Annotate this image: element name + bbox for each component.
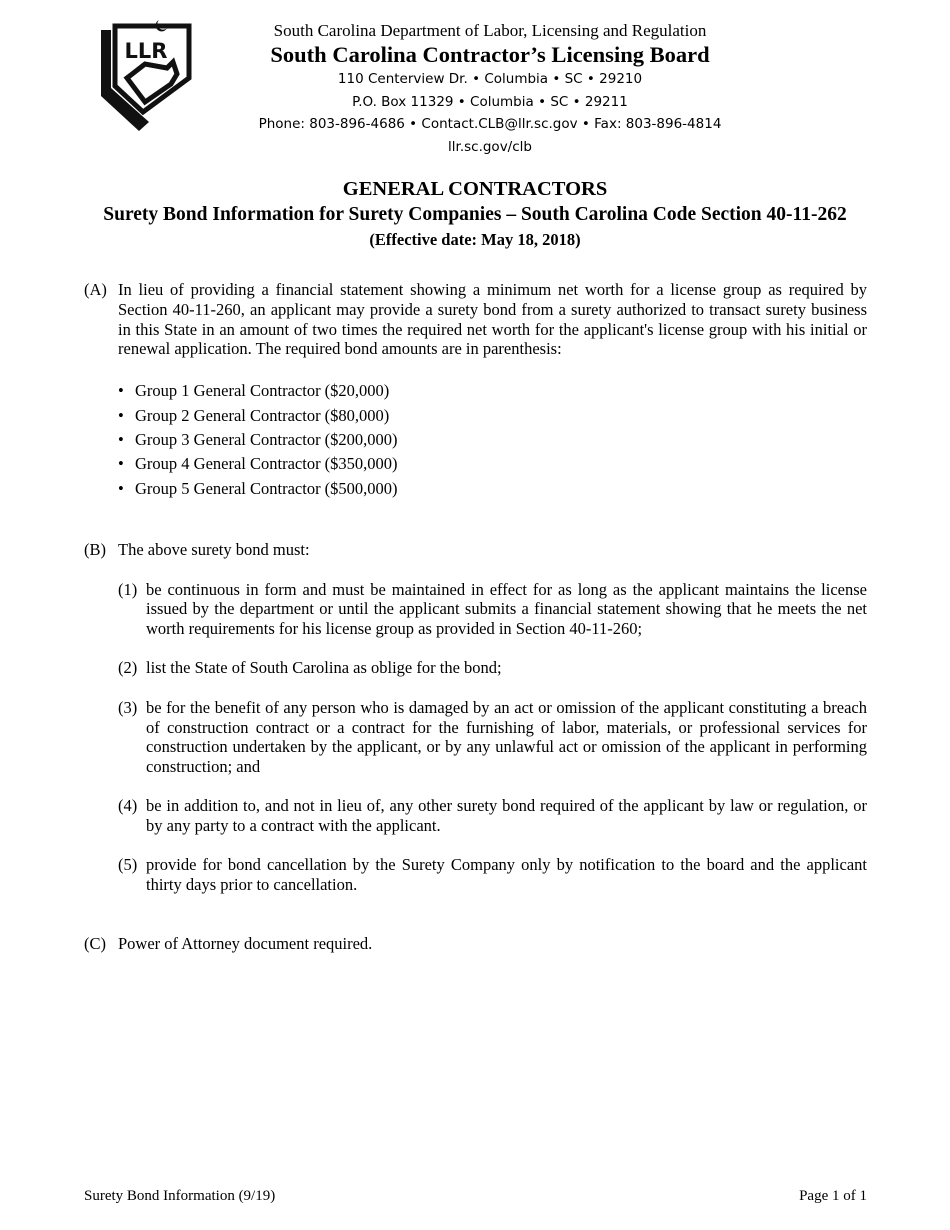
section-a: [84, 280, 867, 501]
llr-logo: [97, 18, 201, 138]
item-text: provide for bond cancellation by the Surety Company only by notification to the board and the applicant thirty days prior to cancellation.: [146, 855, 867, 895]
item-label: (3): [118, 697, 138, 717]
page-footer: [84, 1188, 867, 1205]
list-item: [118, 658, 867, 678]
page-number: Page 1 of 1: [799, 1188, 867, 1204]
website: llr.sc.gov/clb: [448, 138, 532, 155]
document-subtitle: Surety Bond Information for Surety Companies – South Carolina Code Section 40-11-262: [103, 204, 847, 225]
document-title-block: [0, 176, 950, 252]
list-item: • Group 5 General Contractor ($500,000): [118, 477, 867, 501]
item-label: (2): [118, 658, 138, 678]
section-b: [84, 540, 867, 895]
svg-text:LLR: LLR: [124, 39, 168, 63]
contact-line: Phone: 803-896-4686 • Contact.CLB@llr.sc.gov • Fax: 803-896-4814: [258, 116, 722, 132]
board-name: South Carolina Contractor’s Licensing Board: [270, 42, 710, 67]
document-body: [84, 280, 867, 954]
list-item: [118, 855, 867, 895]
section-a-text: In lieu of providing a financial statement showing a minimum net worth for a license group as required by Section 40-11-260, an applicant may provide a surety bond from a surety authorized to transact surety business in this State in an amount of two times the required net worth for the applicant's license group with his initial or renewal application. The required bond amounts are in parenthesis:: [118, 280, 867, 359]
item-text: list the State of South Carolina as oblige for the bond;: [146, 658, 502, 678]
section-label: (C): [84, 934, 106, 954]
list-item: [118, 698, 867, 777]
section-b-text: The above surety bond must:: [118, 540, 310, 560]
department-name: South Carolina Department of Labor, Licensing and Regulation: [273, 21, 707, 40]
item-text: be for the benefit of any person who is damaged by an act or omission of the applicant constituting a breach of construction contract or a contract for the furnishing of labor, materials, or professional services for construction undertaken by the applicant, or by any unlawful act or omission of the applicant in performing construction; and: [146, 697, 867, 777]
section-c: [84, 934, 867, 954]
effective-date: (Effective date: May 18, 2018): [369, 230, 581, 249]
list-item: [118, 580, 867, 639]
section-label: (A): [84, 280, 107, 299]
footer-form-id: Surety Bond Information (9/19): [84, 1188, 276, 1204]
item-label: (4): [118, 796, 138, 816]
item-label: (5): [118, 855, 138, 875]
list-item: • Group 3 General Contractor ($200,000): [118, 428, 867, 452]
list-item: • Group 4 General Contractor ($350,000): [118, 452, 867, 476]
item-text: be in addition to, and not in lieu of, any other surety bond required of the applicant by law or regulation, or by any party to a contract with the applicant.: [146, 796, 867, 836]
letterhead: [200, 19, 780, 158]
list-item: • Group 1 General Contractor ($20,000): [118, 379, 867, 403]
list-item: • Group 2 General Contractor ($80,000): [118, 404, 867, 428]
section-c-text: Power of Attorney document required.: [118, 934, 373, 954]
list-item: [118, 796, 867, 836]
document-title: GENERAL CONTRACTORS: [342, 178, 608, 200]
section-label: (B): [84, 540, 106, 560]
street-address: 110 Centerview Dr. • Columbia • SC • 29210: [337, 71, 643, 87]
item-text: be continuous in form and must be maintained in effect for as long as the applicant maintains the license issued by the department or until the applicant submits a financial statement showing that he meets the net worth requirements for his license group as provided in Section 40-11-260;: [146, 579, 867, 639]
item-label: (1): [118, 579, 138, 599]
po-box-address: P.O. Box 11329 • Columbia • SC • 29211: [352, 93, 628, 110]
bond-amount-list: [118, 379, 867, 501]
